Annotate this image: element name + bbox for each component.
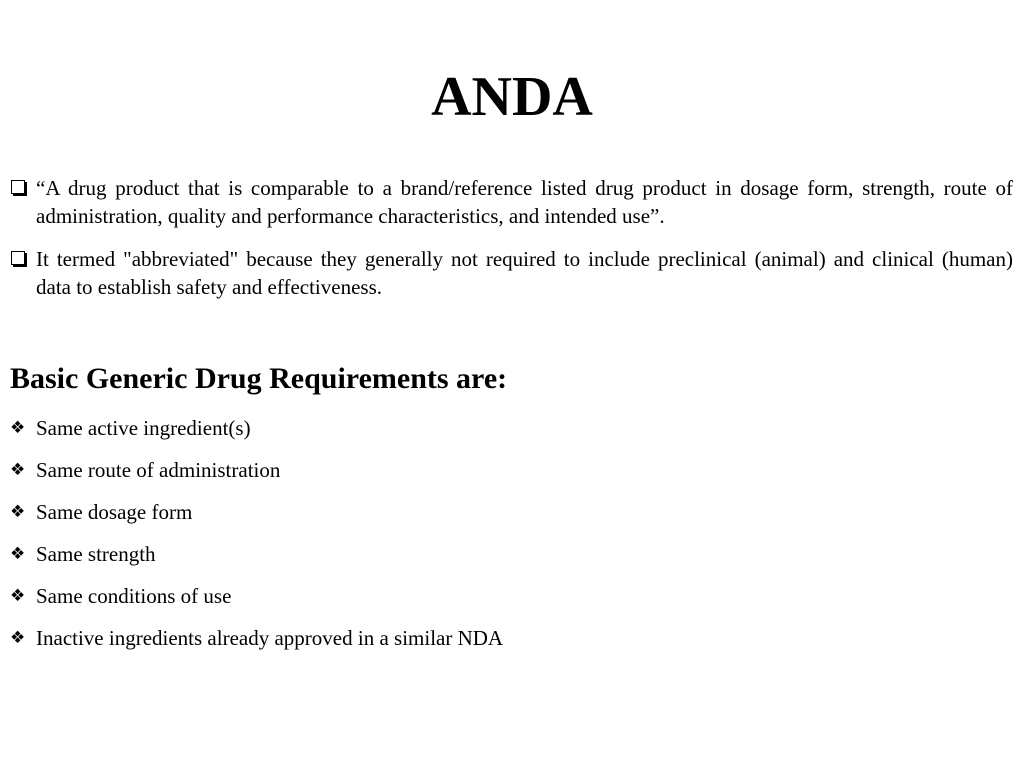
requirement-text: Same active ingredient(s) bbox=[36, 416, 251, 440]
intro-item bbox=[10, 174, 1013, 230]
requirement-item bbox=[10, 407, 503, 449]
requirement-item bbox=[10, 617, 503, 659]
requirement-text: Inactive ingredients already approved in a similar NDA bbox=[36, 626, 504, 650]
checkbox-square-icon bbox=[10, 174, 36, 202]
four-diamond-bullet-icon: ❖ bbox=[10, 544, 26, 564]
four-diamond-bullet-icon: ❖ bbox=[10, 418, 26, 438]
four-diamond-bullet-icon: ❖ bbox=[10, 502, 26, 522]
requirement-item bbox=[10, 575, 503, 617]
requirement-item bbox=[10, 449, 503, 491]
requirements-list bbox=[10, 407, 503, 659]
intro-text: “A drug product that is comparable to a brand/reference listed drug product in dosage form, strength, route of administration, quality and performance characteristics, and intended use”. bbox=[36, 176, 1013, 228]
intro-text: It termed "abbreviated" because they generally not required to include preclinical (animal) and clinical (human) data to establish safety and effectiveness. bbox=[36, 247, 1013, 299]
requirement-text: Same strength bbox=[36, 542, 156, 566]
checkbox-square-icon bbox=[10, 245, 36, 273]
requirement-item bbox=[10, 533, 503, 575]
four-diamond-bullet-icon: ❖ bbox=[10, 460, 26, 480]
slide-title: ANDA bbox=[431, 66, 593, 128]
four-diamond-bullet-icon: ❖ bbox=[10, 628, 26, 648]
four-diamond-bullet-icon: ❖ bbox=[10, 586, 26, 606]
requirement-text: Same route of administration bbox=[36, 458, 281, 482]
requirement-text: Same conditions of use bbox=[36, 584, 232, 608]
requirement-item bbox=[10, 491, 503, 533]
requirements-heading: Basic Generic Drug Requirements are: bbox=[10, 362, 508, 395]
intro-item bbox=[10, 245, 1013, 301]
requirement-text: Same dosage form bbox=[36, 500, 193, 524]
intro-list bbox=[10, 174, 1013, 316]
